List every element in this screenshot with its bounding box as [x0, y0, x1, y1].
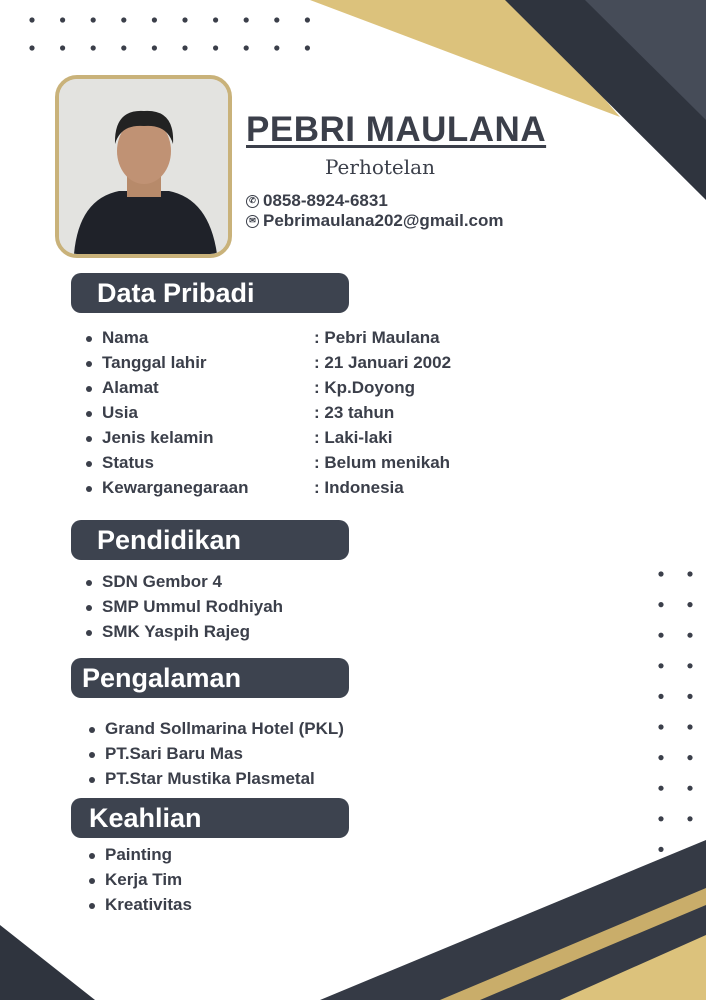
email-row	[246, 211, 504, 231]
field-value: : 21 Januari 2002	[314, 353, 452, 372]
section-header-experience: Pengalaman	[71, 658, 349, 698]
personal-data-row	[86, 425, 506, 450]
field-label: Status	[102, 453, 154, 472]
decor-dot	[658, 786, 663, 791]
decor-dot	[274, 17, 279, 22]
decor-dot	[182, 45, 187, 50]
decor-dot	[213, 17, 218, 22]
decor-dot	[121, 17, 126, 22]
phone-row	[246, 191, 388, 211]
skills-list	[89, 842, 192, 917]
decor-dot	[182, 17, 187, 22]
decor-dot	[687, 816, 692, 821]
field-label: Nama	[102, 328, 149, 347]
field-value: : 23 tahun	[314, 403, 395, 422]
decor-dot	[658, 602, 663, 607]
list-item: SMK Yaspih Rajeg	[86, 619, 283, 644]
decor-dot	[60, 17, 65, 22]
list-item: PT.Star Mustika Plasmetal	[89, 766, 344, 791]
field-value: : Laki-laki	[314, 428, 393, 447]
decor-dot	[121, 45, 126, 50]
field-value: : Pebri Maulana	[314, 328, 440, 347]
decor-dot	[658, 663, 663, 668]
decor-dot	[687, 602, 692, 607]
field-label: Tanggal lahir	[102, 353, 207, 372]
decor-dot	[213, 45, 218, 50]
decor-dot	[274, 45, 279, 50]
personal-data-row	[86, 350, 506, 375]
decor-dot	[305, 17, 310, 22]
decor-dot	[658, 816, 663, 821]
decor-dot	[687, 633, 692, 638]
list-item: PT.Sari Baru Mas	[89, 741, 344, 766]
profile-photo	[55, 75, 232, 258]
decor-dot	[687, 724, 692, 729]
personal-data-row	[86, 450, 506, 475]
decor-dot	[687, 663, 692, 668]
list-item: Kreativitas	[89, 892, 192, 917]
decor-dot	[152, 17, 157, 22]
decor-dot	[305, 45, 310, 50]
decor-dot	[29, 17, 34, 22]
personal-data-row	[86, 400, 506, 425]
decor-dot	[658, 755, 663, 760]
experience-list	[89, 716, 344, 791]
decor-dot	[91, 45, 96, 50]
list-item: Painting	[89, 842, 192, 867]
decor-dot	[244, 45, 249, 50]
decor-dot	[658, 724, 663, 729]
decor-dot	[60, 45, 65, 50]
field-label: Usia	[102, 403, 138, 422]
personal-data-row	[86, 325, 506, 350]
decor-dot	[687, 571, 692, 576]
decor-dot	[658, 847, 663, 852]
list-item: SMP Ummul Rodhiyah	[86, 594, 283, 619]
section-header-personal: Data Pribadi	[71, 273, 349, 313]
list-item: SDN Gembor 4	[86, 569, 283, 594]
education-list	[86, 569, 283, 644]
personal-data-list	[86, 325, 506, 500]
email-address: Pebrimaulana202@gmail.com	[263, 211, 504, 230]
decor-dot	[687, 694, 692, 699]
personal-data-row	[86, 475, 506, 500]
decor-dot	[658, 694, 663, 699]
decor-dot	[29, 45, 34, 50]
decor-dot	[91, 17, 96, 22]
decor-dot	[152, 45, 157, 50]
section-header-education: Pendidikan	[71, 520, 349, 560]
field-value: : Kp.Doyong	[314, 378, 416, 397]
decor-dot	[658, 633, 663, 638]
decor-dot	[687, 786, 692, 791]
list-item: Kerja Tim	[89, 867, 192, 892]
personal-data-row	[86, 375, 506, 400]
decor-dot	[244, 17, 249, 22]
decor-dot	[658, 571, 663, 576]
phone-number: 0858-8924-6831	[263, 191, 388, 210]
field-value: : Belum menikah	[314, 453, 451, 472]
field-label: Alamat	[102, 378, 159, 397]
field-label: Kewarganegaraan	[102, 478, 249, 497]
list-item: Grand Sollmarina Hotel (PKL)	[89, 716, 344, 741]
candidate-role: Perhotelan	[325, 155, 435, 179]
candidate-name: PEBRI MAULANA	[246, 110, 547, 149]
decor-dot	[687, 755, 692, 760]
field-value: : Indonesia	[314, 478, 404, 497]
field-label: Jenis kelamin	[102, 428, 214, 447]
email-icon: ✉	[246, 215, 259, 228]
phone-icon: ✆	[246, 195, 259, 208]
section-header-skills: Keahlian	[71, 798, 349, 838]
